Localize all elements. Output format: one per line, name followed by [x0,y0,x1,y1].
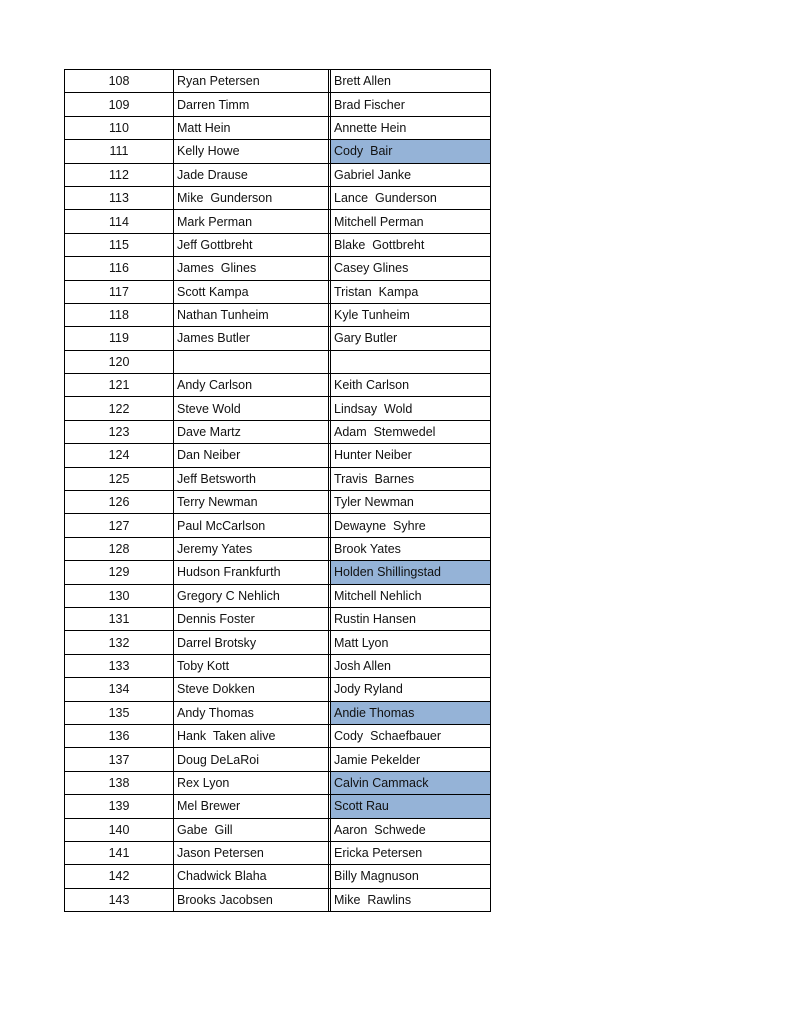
first-name-cell: Andy Thomas [174,701,329,724]
table-row [65,724,491,747]
second-name-cell: Tyler Newman [331,491,491,514]
first-name-cell: Nathan Tunheim [174,303,329,326]
first-name-cell: Mark Perman [174,210,329,233]
row-number-cell: 120 [65,350,174,373]
row-number-cell: 119 [65,327,174,350]
second-name-cell: Blake Gottbreht [331,233,491,256]
table-row [65,303,491,326]
table-row [65,140,491,163]
second-name-cell: Lindsay Wold [331,397,491,420]
row-number-cell: 135 [65,701,174,724]
row-number-cell: 109 [65,93,174,116]
first-name-cell: Jeff Betsworth [174,467,329,490]
table-row [65,116,491,139]
first-name-cell: Steve Dokken [174,678,329,701]
first-name-cell: Hank Taken alive [174,724,329,747]
table-row [65,888,491,911]
second-name-cell: Annette Hein [331,116,491,139]
second-name-cell: Gabriel Janke [331,163,491,186]
row-number-cell: 125 [65,467,174,490]
first-name-cell [174,350,329,373]
second-name-cell: Dewayne Syhre [331,514,491,537]
first-name-cell: Jeremy Yates [174,537,329,560]
table-row [65,561,491,584]
second-name-cell [331,350,491,373]
first-name-cell: Hudson Frankfurth [174,561,329,584]
row-number-cell: 131 [65,607,174,630]
first-name-cell: Jason Petersen [174,841,329,864]
second-name-cell: Aaron Schwede [331,818,491,841]
row-number-cell: 132 [65,631,174,654]
first-name-cell: Kelly Howe [174,140,329,163]
table-row [65,397,491,420]
second-name-cell: Rustin Hansen [331,607,491,630]
table-row [65,186,491,209]
table-row [65,491,491,514]
table-row [65,233,491,256]
table-row [65,374,491,397]
table-row [65,701,491,724]
row-number-cell: 129 [65,561,174,584]
first-name-cell: Rex Lyon [174,771,329,794]
row-number-cell: 108 [65,70,174,93]
row-number-cell: 113 [65,186,174,209]
second-name-cell: Tristan Kampa [331,280,491,303]
second-name-cell: Hunter Neiber [331,444,491,467]
table-row [65,257,491,280]
table-row [65,350,491,373]
first-name-cell: Andy Carlson [174,374,329,397]
table-row [65,607,491,630]
table-row [65,795,491,818]
second-name-cell: Kyle Tunheim [331,303,491,326]
first-name-cell: Jade Drause [174,163,329,186]
table-row [65,841,491,864]
table-row [65,467,491,490]
row-number-cell: 117 [65,280,174,303]
table-row [65,210,491,233]
row-number-cell: 130 [65,584,174,607]
row-number-cell: 138 [65,771,174,794]
table-row [65,420,491,443]
second-name-cell: Josh Allen [331,654,491,677]
row-number-cell: 140 [65,818,174,841]
second-name-cell: Brad Fischer [331,93,491,116]
table-row [65,280,491,303]
first-name-cell: Gabe Gill [174,818,329,841]
row-number-cell: 114 [65,210,174,233]
second-name-cell: Lance Gunderson [331,186,491,209]
first-name-cell: Dave Martz [174,420,329,443]
first-name-cell: Terry Newman [174,491,329,514]
table-row [65,70,491,93]
table-body [65,70,491,912]
table-row [65,771,491,794]
second-name-cell: Cody Schaefbauer [331,724,491,747]
second-name-cell: Travis Barnes [331,467,491,490]
second-name-cell: Andie Thomas [331,701,491,724]
row-number-cell: 141 [65,841,174,864]
row-number-cell: 124 [65,444,174,467]
team-table [64,69,491,912]
row-number-cell: 133 [65,654,174,677]
first-name-cell: Jeff Gottbreht [174,233,329,256]
second-name-cell: Mike Rawlins [331,888,491,911]
second-name-cell: Gary Butler [331,327,491,350]
table-row [65,631,491,654]
table-row [65,444,491,467]
table-row [65,748,491,771]
second-name-cell: Keith Carlson [331,374,491,397]
row-number-cell: 128 [65,537,174,560]
row-number-cell: 142 [65,865,174,888]
second-name-cell: Matt Lyon [331,631,491,654]
first-name-cell: Gregory C Nehlich [174,584,329,607]
table-row [65,654,491,677]
table-row [65,163,491,186]
first-name-cell: Mel Brewer [174,795,329,818]
second-name-cell: Ericka Petersen [331,841,491,864]
second-name-cell: Adam Stemwedel [331,420,491,443]
row-number-cell: 118 [65,303,174,326]
second-name-cell: Billy Magnuson [331,865,491,888]
second-name-cell: Jody Ryland [331,678,491,701]
row-number-cell: 123 [65,420,174,443]
first-name-cell: Steve Wold [174,397,329,420]
first-name-cell: Paul McCarlson [174,514,329,537]
row-number-cell: 137 [65,748,174,771]
table-row [65,93,491,116]
first-name-cell: Darren Timm [174,93,329,116]
row-number-cell: 110 [65,116,174,139]
second-name-cell: Brett Allen [331,70,491,93]
second-name-cell: Jamie Pekelder [331,748,491,771]
second-name-cell: Mitchell Nehlich [331,584,491,607]
first-name-cell: Dan Neiber [174,444,329,467]
row-number-cell: 134 [65,678,174,701]
first-name-cell: Mike Gunderson [174,186,329,209]
first-name-cell: James Butler [174,327,329,350]
first-name-cell: Scott Kampa [174,280,329,303]
first-name-cell: Dennis Foster [174,607,329,630]
second-name-cell: Holden Shillingstad [331,561,491,584]
second-name-cell: Calvin Cammack [331,771,491,794]
first-name-cell: Ryan Petersen [174,70,329,93]
row-number-cell: 126 [65,491,174,514]
table-row [65,537,491,560]
first-name-cell: Matt Hein [174,116,329,139]
first-name-cell: Chadwick Blaha [174,865,329,888]
first-name-cell: Toby Kott [174,654,329,677]
row-number-cell: 115 [65,233,174,256]
second-name-cell: Mitchell Perman [331,210,491,233]
row-number-cell: 111 [65,140,174,163]
first-name-cell: Doug DeLaRoi [174,748,329,771]
table-row [65,818,491,841]
table-row [65,514,491,537]
first-name-cell: Brooks Jacobsen [174,888,329,911]
row-number-cell: 136 [65,724,174,747]
row-number-cell: 143 [65,888,174,911]
row-number-cell: 112 [65,163,174,186]
table-row [65,865,491,888]
row-number-cell: 116 [65,257,174,280]
second-name-cell: Casey Glines [331,257,491,280]
second-name-cell: Brook Yates [331,537,491,560]
row-number-cell: 122 [65,397,174,420]
row-number-cell: 121 [65,374,174,397]
row-number-cell: 139 [65,795,174,818]
first-name-cell: James Glines [174,257,329,280]
first-name-cell: Darrel Brotsky [174,631,329,654]
second-name-cell: Scott Rau [331,795,491,818]
table-row [65,584,491,607]
row-number-cell: 127 [65,514,174,537]
table-row [65,327,491,350]
table-row [65,678,491,701]
second-name-cell: Cody Bair [331,140,491,163]
